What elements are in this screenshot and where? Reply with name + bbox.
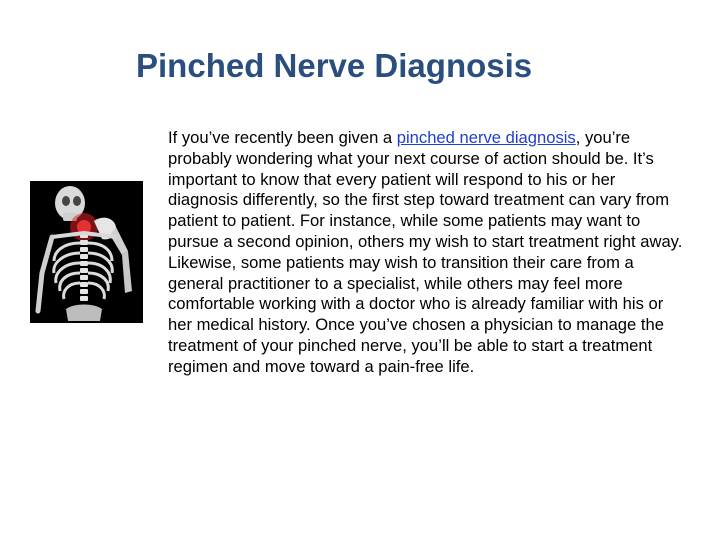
body-paragraph — [168, 128, 683, 378]
paragraph-text-rest: , you’re probably wondering what your next course of action should be. It’s important to know that every patient will respond to his or her diagnosis differently, so the first step toward treatment can vary from patient to patient. For instance, while some patients may want to pursue a second opinion, others my wish to start treatment right away. Likewise, some patients may wish to transition their care from a general practitioner to a specialist, while others may feel more comfortable working with a doctor who is already familiar with his or her medical history. Once you’ve chosen a physician to manage the treatment of your pinched nerve, you’ll be able to start a treatment regimen and move toward a pain-free life. — [168, 128, 683, 376]
skeleton-icon — [30, 181, 143, 323]
slide-title: Pinched Nerve Diagnosis — [136, 47, 533, 84]
paragraph-text-start: If you’ve recently been given a — [168, 128, 397, 147]
skeleton-neck-pain-image — [30, 181, 143, 323]
pinched-nerve-diagnosis-link[interactable]: pinched nerve diagnosis — [396, 128, 576, 147]
